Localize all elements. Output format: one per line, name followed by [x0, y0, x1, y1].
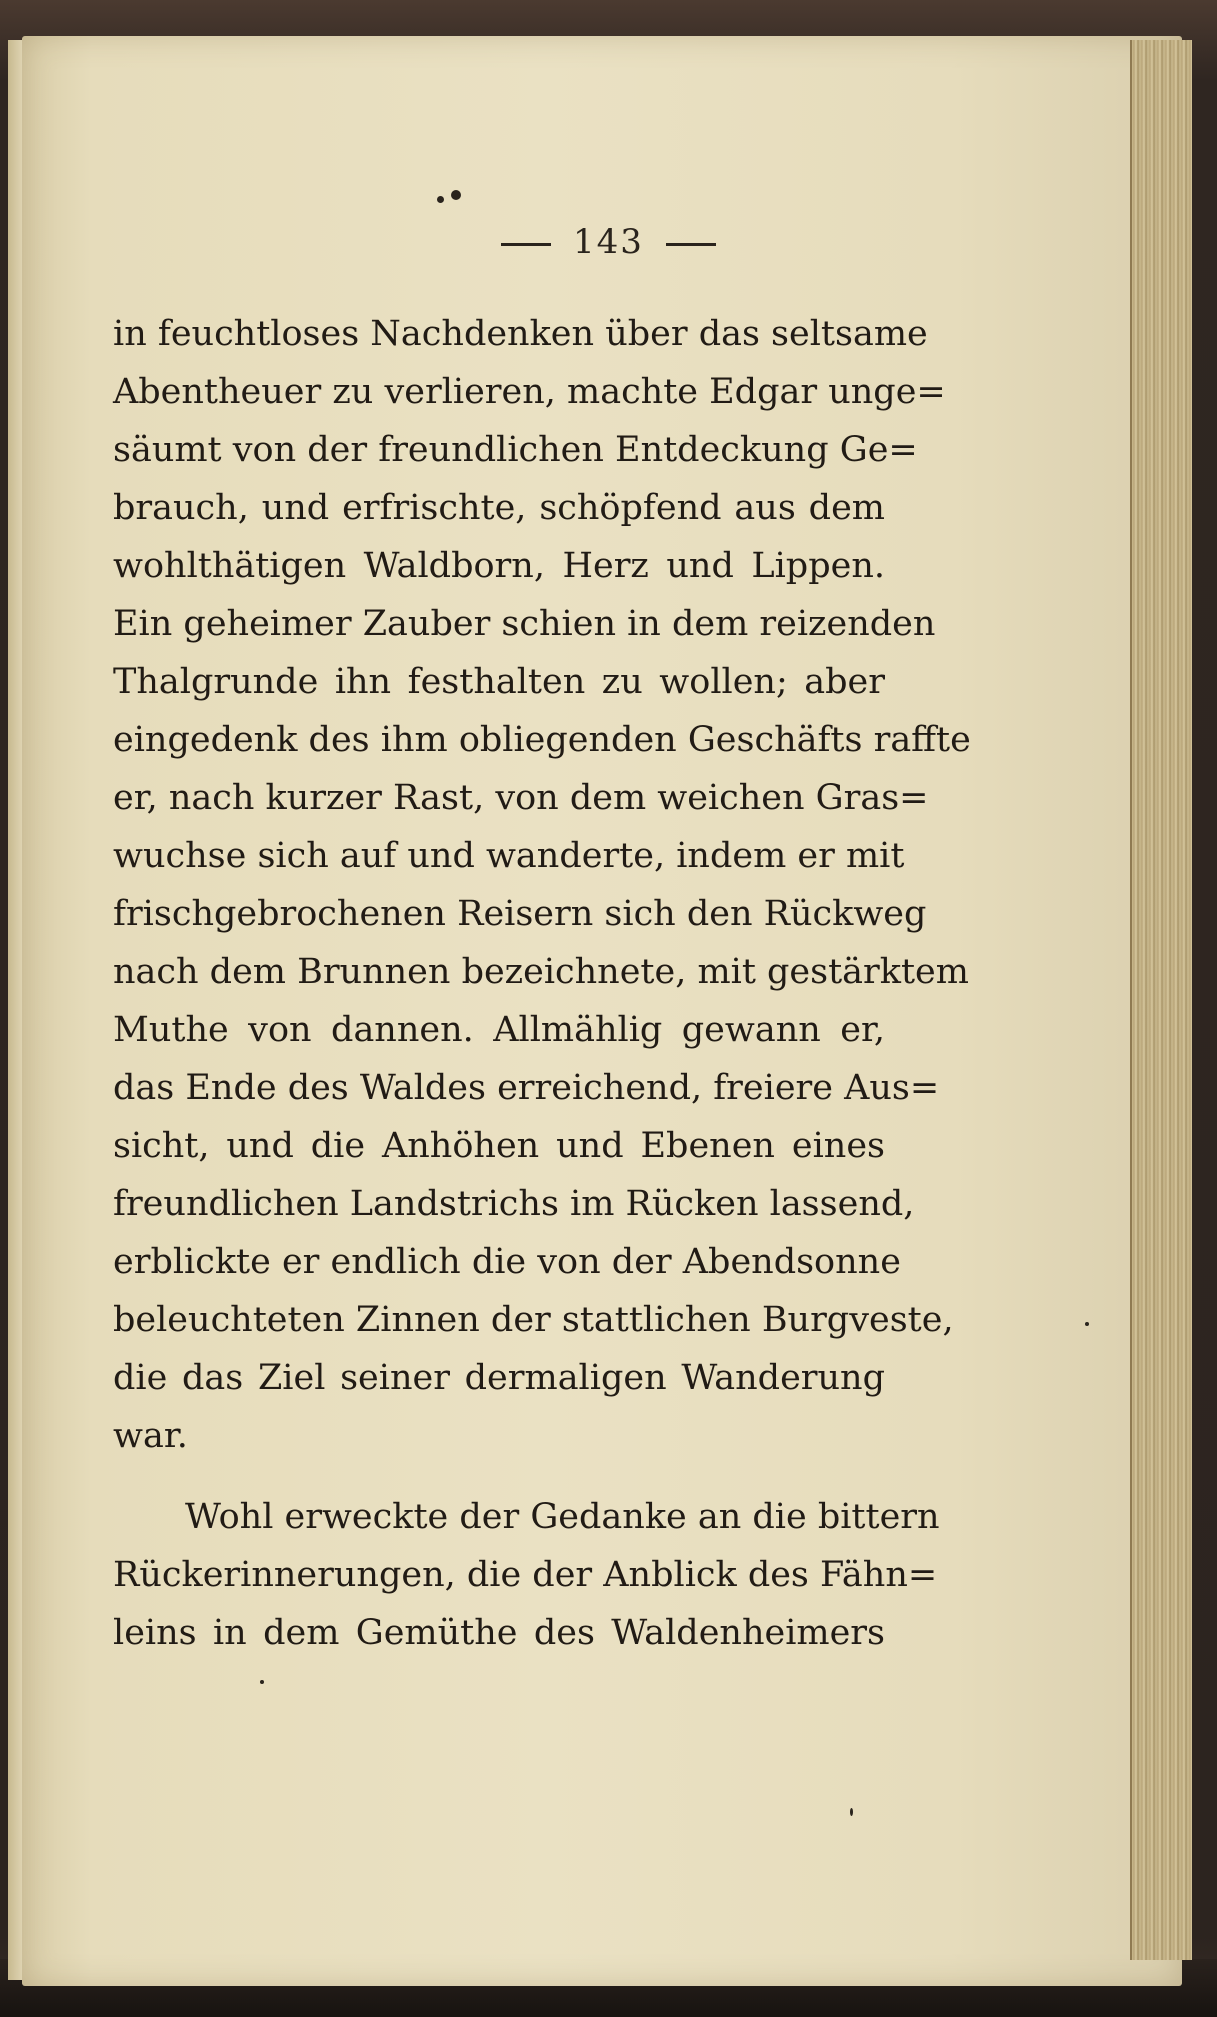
text-line: wuchse sich auf und wanderte, indem er mit [113, 836, 905, 876]
left-dash [501, 243, 551, 246]
text-line: sicht, und die Anhöhen und Ebenen eines [113, 1126, 885, 1166]
text-line: Muthe von dannen. Allmählig gewann er, [113, 1010, 885, 1050]
text-line: er, nach kurzer Rast, von dem weichen Gras= [113, 778, 929, 818]
text-line: in feuchtloses Nachdenken über das seltsame [113, 314, 928, 354]
text-line: die das Ziel seiner dermaligen Wanderung [113, 1358, 885, 1398]
ink-speck [437, 196, 444, 203]
ink-speck [1085, 1322, 1089, 1326]
text-line: war. [113, 1416, 188, 1456]
text-line: Thalgrunde ihn festhalten zu wollen; aber [113, 662, 885, 702]
text-line: frischgebrochenen Reisern sich den Rückweg [113, 894, 927, 934]
text-line: säumt von der freundlichen Entdeckung Ge= [113, 430, 918, 470]
page-number-header [0, 222, 1217, 262]
text-line: beleuchteten Zinnen der stattlichen Burgveste, [113, 1300, 954, 1340]
text-line: nach dem Brunnen bezeichnete, mit gestärktem [113, 952, 969, 992]
text-line: freundlichen Landstrichs im Rücken lassend, [113, 1184, 915, 1224]
text-line: eingedenk des ihm obliegenden Geschäfts raffte [113, 720, 971, 760]
text-line: Abentheuer zu verlieren, machte Edgar unge= [113, 372, 946, 412]
text-line: Wohl erweckte der Gedanke an die bittern [185, 1497, 940, 1537]
ink-speck [451, 190, 461, 200]
text-line: Ein geheimer Zauber schien in dem reizenden [113, 604, 936, 644]
text-line: leins in dem Gemüthe des Waldenheimers [113, 1613, 885, 1653]
page-number: 143 [573, 222, 644, 262]
right-dash [666, 243, 716, 246]
text-line: erblickte er endlich die von der Abendsonne [113, 1242, 901, 1282]
ink-speck [850, 1808, 853, 1816]
text-line: das Ende des Waldes erreichend, freiere Aus= [113, 1068, 940, 1108]
ink-speck [260, 1680, 264, 1684]
text-line: wohlthätigen Waldborn, Herz und Lippen. [113, 546, 885, 586]
text-line: brauch, und erfrischte, schöpfend aus dem [113, 488, 885, 528]
text-line: Rückerinnerungen, die der Anblick des Fähn= [113, 1555, 938, 1595]
